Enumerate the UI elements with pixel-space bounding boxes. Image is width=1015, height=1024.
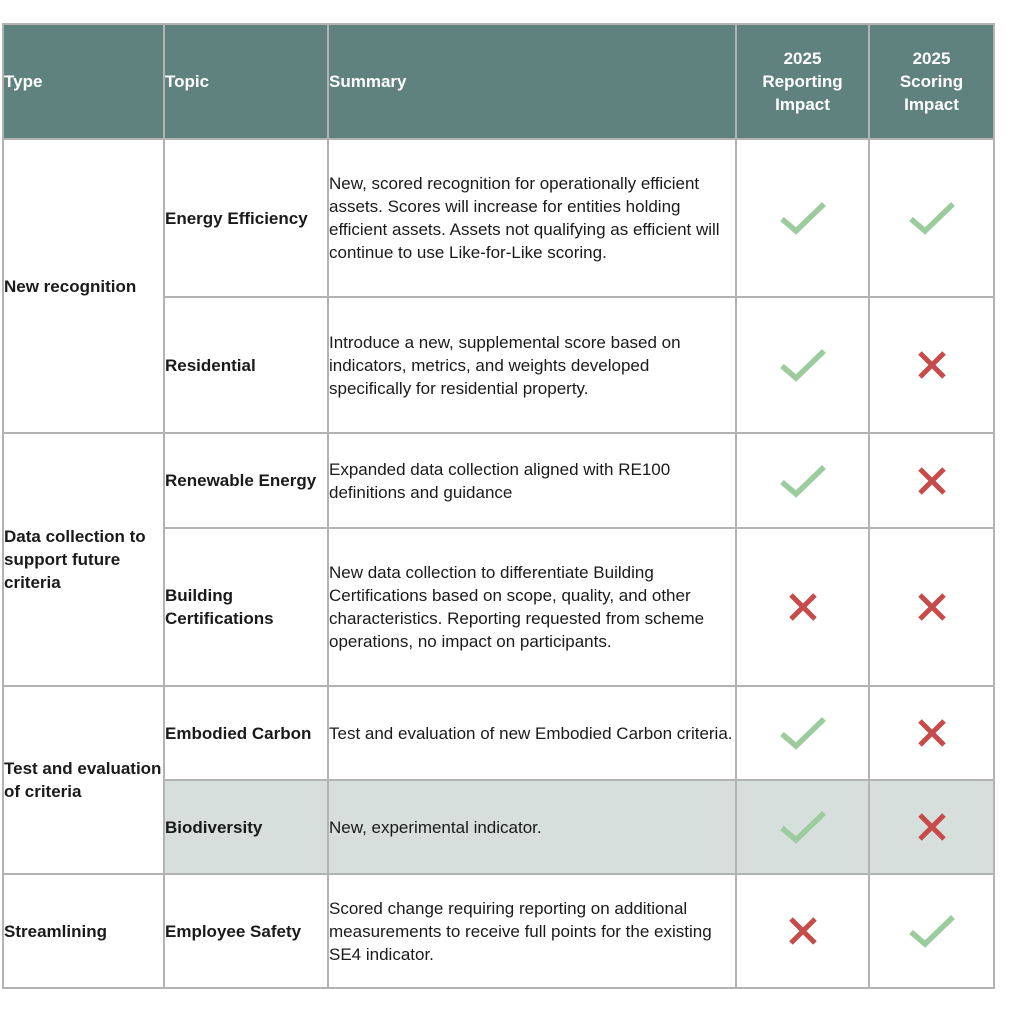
- cross-icon: [787, 915, 819, 947]
- reporting-impact-cell: [736, 433, 869, 528]
- check-icon: [779, 200, 827, 236]
- topic-cell: Building Certifications: [164, 528, 328, 686]
- topic-cell: Residential: [164, 297, 328, 433]
- check-icon: [908, 913, 956, 949]
- table-row: [3, 874, 994, 988]
- cross-icon: [916, 465, 948, 497]
- type-cell: Data collection to support future criteria: [3, 433, 164, 686]
- topic-cell: Energy Efficiency: [164, 139, 328, 297]
- header-reporting-impact: 2025 Reporting Impact: [736, 24, 869, 139]
- reporting-impact-cell: [736, 139, 869, 297]
- summary-cell: New, experimental indicator.: [328, 780, 736, 874]
- type-cell: New recognition: [3, 139, 164, 433]
- scoring-impact-cell: [869, 874, 994, 988]
- scoring-impact-cell: [869, 780, 994, 874]
- reporting-impact-cell: [736, 528, 869, 686]
- summary-cell: Test and evaluation of new Embodied Carbon criteria.: [328, 686, 736, 780]
- table-row: [3, 686, 994, 780]
- topic-cell: Employee Safety: [164, 874, 328, 988]
- check-icon: [908, 200, 956, 236]
- header-type: Type: [3, 24, 164, 139]
- header-scoring-impact: 2025 Scoring Impact: [869, 24, 994, 139]
- topic-cell: Embodied Carbon: [164, 686, 328, 780]
- cross-icon: [916, 811, 948, 843]
- cross-icon: [787, 591, 819, 623]
- check-icon: [779, 463, 827, 499]
- scoring-impact-cell: [869, 139, 994, 297]
- check-icon: [779, 715, 827, 751]
- summary-cell: Expanded data collection aligned with RE100 definitions and guidance: [328, 433, 736, 528]
- topic-cell: Renewable Energy: [164, 433, 328, 528]
- impact-table: [2, 23, 995, 989]
- cross-icon: [916, 717, 948, 749]
- topic-cell: Biodiversity: [164, 780, 328, 874]
- reporting-impact-cell: [736, 686, 869, 780]
- scoring-impact-cell: [869, 528, 994, 686]
- table-row: [3, 433, 994, 528]
- summary-cell: Scored change requiring reporting on additional measurements to receive full points for the existing SE4 indicator.: [328, 874, 736, 988]
- cross-icon: [916, 349, 948, 381]
- summary-cell: New data collection to differentiate Building Certifications based on scope, quality, and other characteristics. Reporting requested from scheme operations, no impact on participants.: [328, 528, 736, 686]
- check-icon: [779, 809, 827, 845]
- summary-cell: Introduce a new, supplemental score based on indicators, metrics, and weights developed specifically for residential property.: [328, 297, 736, 433]
- table-row: [3, 139, 994, 297]
- reporting-impact-cell: [736, 297, 869, 433]
- type-cell: Streamlining: [3, 874, 164, 988]
- reporting-impact-cell: [736, 780, 869, 874]
- header-row: [3, 24, 994, 139]
- cross-icon: [916, 591, 948, 623]
- header-summary: Summary: [328, 24, 736, 139]
- header-topic: Topic: [164, 24, 328, 139]
- scoring-impact-cell: [869, 433, 994, 528]
- scoring-impact-cell: [869, 686, 994, 780]
- scoring-impact-cell: [869, 297, 994, 433]
- type-cell: Test and evaluation of criteria: [3, 686, 164, 874]
- reporting-impact-cell: [736, 874, 869, 988]
- summary-cell: New, scored recognition for operationally efficient assets. Scores will increase for entities holding efficient assets. Assets not qualifying as efficient will continue to use Like-for-Like scoring.: [328, 139, 736, 297]
- check-icon: [779, 347, 827, 383]
